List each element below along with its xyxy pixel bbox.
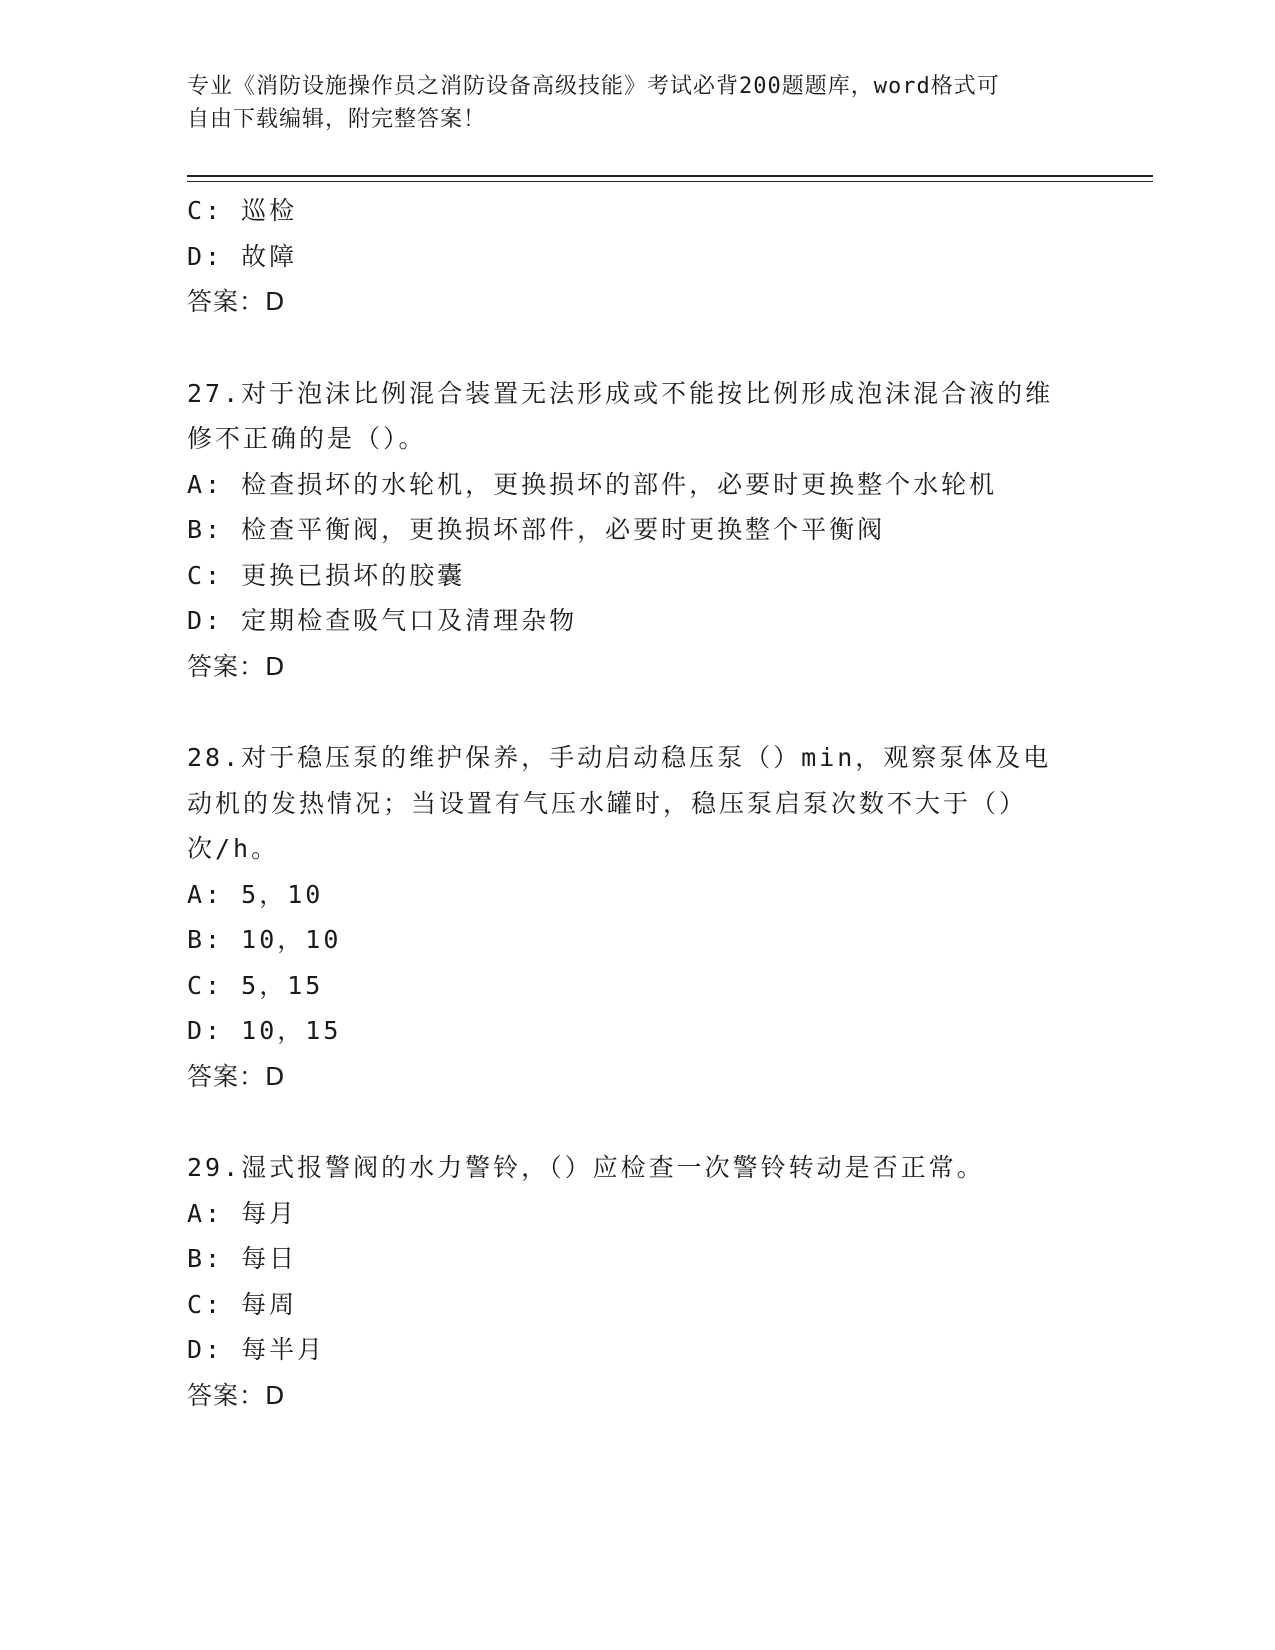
option-d: D: 故障 [187,241,298,271]
question-28 [187,735,1087,1099]
page-header [187,70,1067,136]
option-b: B: 10，10 [187,925,342,954]
option-a: A: 5，10 [187,879,324,909]
header-line-2: 自由下载编辑，附完整答案！ [187,107,487,132]
option-a: A: 每月 [187,1198,298,1228]
question-stem-line: 27.对于泡沫比例混合装置无法形成或不能按比例形成泡沫混合液的维 [187,378,1054,408]
header-line-1: 专业《消防设施操作员之消防设备高级技能》考试必背200题题库，word格式可 [187,74,1000,99]
document-body [187,188,1087,1418]
question-stem-line: 修不正确的是（）。 [187,424,427,453]
option-c: C: 每周 [187,1289,298,1319]
answer-line: 答案：D [187,1061,286,1091]
option-c: C: 更换已损坏的胶囊 [187,560,466,590]
question-stem-line: 28.对于稳压泵的维护保养，手动启动稳压泵（）min，观察泵体及电 [187,743,1052,772]
question-stem-line: 29.湿式报警阀的水力警铃，（）应检查一次警铃转动是否正常。 [187,1153,985,1182]
question-stem-line: 动机的发热情况；当设置有气压水罐时，稳压泵启泵次数不大于（） [187,788,1028,818]
option-b: B: 每日 [187,1244,298,1273]
option-d: D: 定期检查吸气口及清理杂物 [187,606,578,635]
answer-line: 答案：D [187,1380,286,1410]
answer-line: 答案：D [187,287,286,316]
option-b: B: 检查平衡阀，更换损坏部件，必要时更换整个平衡阀 [187,515,886,544]
option-a: A: 检查损坏的水轮机，更换损坏的部件，必要时更换整个水轮机 [187,469,998,499]
option-d: D: 10，15 [187,1016,342,1045]
header-divider-thin [187,181,1153,182]
question-29 [187,1145,1087,1418]
answer-line: 答案：D [187,651,286,681]
option-d: D: 每半月 [187,1335,326,1364]
question-stem-line: 次/h。 [187,834,280,863]
header-divider-thick [187,175,1153,177]
option-c: C: 巡检 [187,196,298,225]
option-c: C: 5，15 [187,970,324,1000]
question-27 [187,371,1087,690]
question-26-continuation [187,188,1087,325]
